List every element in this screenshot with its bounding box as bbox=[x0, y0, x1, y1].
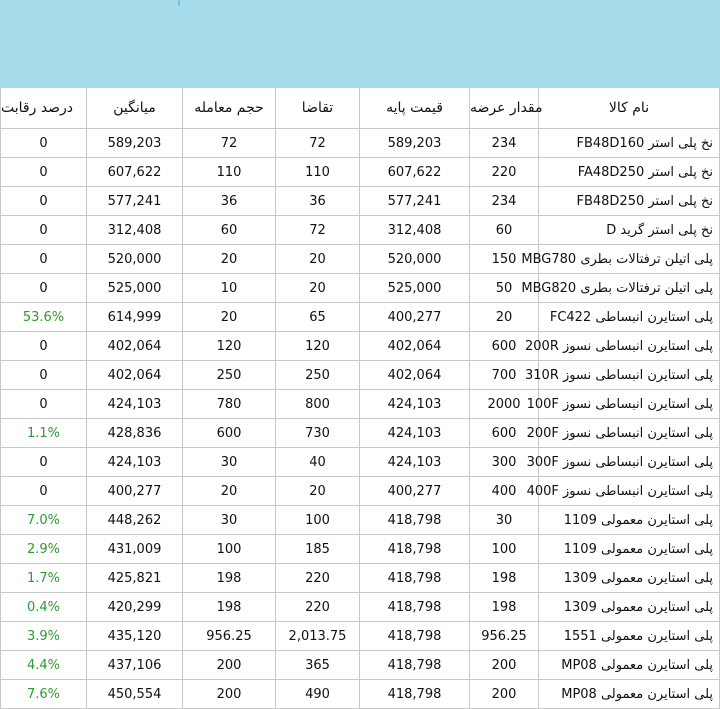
cell-supply-amount: 600 bbox=[470, 332, 539, 361]
cell-average: 450,554 bbox=[87, 680, 183, 709]
cell-supply-amount: 100 bbox=[470, 535, 539, 564]
cell-demand: 72 bbox=[276, 129, 360, 158]
cell-trade-volume: 956.25 bbox=[183, 622, 276, 651]
table-row[interactable] bbox=[1, 129, 720, 158]
cell-trade-volume: 10 bbox=[183, 274, 276, 303]
cell-demand: 2,013.75 bbox=[276, 622, 360, 651]
cell-competition-percent: 7.0% bbox=[1, 506, 87, 535]
cell-base-price: 607,622 bbox=[360, 158, 470, 187]
cell-base-price: 418,798 bbox=[360, 593, 470, 622]
header-trade-volume[interactable]: حجم معامله bbox=[183, 88, 276, 129]
cell-average: 402,064 bbox=[87, 332, 183, 361]
cell-supply-amount: 234 bbox=[470, 187, 539, 216]
cell-base-price: 402,064 bbox=[360, 332, 470, 361]
table-row[interactable] bbox=[1, 187, 720, 216]
cell-competition-percent: 7.6% bbox=[1, 680, 87, 709]
cell-product-name: پلی استایرن معمولی 1551 bbox=[539, 622, 720, 651]
cell-demand: 20 bbox=[276, 274, 360, 303]
cell-supply-amount: 400 bbox=[470, 477, 539, 506]
table-row[interactable] bbox=[1, 216, 720, 245]
table-row[interactable] bbox=[1, 419, 720, 448]
cell-trade-volume: 200 bbox=[183, 651, 276, 680]
cell-supply-amount: 50 bbox=[470, 274, 539, 303]
cell-trade-volume: 36 bbox=[183, 187, 276, 216]
cell-competition-percent: 0 bbox=[1, 129, 87, 158]
cell-demand: 120 bbox=[276, 332, 360, 361]
cell-trade-volume: 30 bbox=[183, 506, 276, 535]
cell-supply-amount: 60 bbox=[470, 216, 539, 245]
cell-average: 577,241 bbox=[87, 187, 183, 216]
cell-trade-volume: 20 bbox=[183, 477, 276, 506]
table-row[interactable] bbox=[1, 361, 720, 390]
cell-average: 424,103 bbox=[87, 448, 183, 477]
cell-supply-amount: 2000 bbox=[470, 390, 539, 419]
cell-demand: 220 bbox=[276, 593, 360, 622]
cell-competition-percent: 1.7% bbox=[1, 564, 87, 593]
cell-supply-amount: 220 bbox=[470, 158, 539, 187]
cell-trade-volume: 198 bbox=[183, 564, 276, 593]
table-header-row bbox=[1, 88, 720, 129]
cell-supply-amount: 198 bbox=[470, 593, 539, 622]
cell-product-name: پلی استایرن معمولی 1309 bbox=[539, 564, 720, 593]
cell-competition-percent: 0 bbox=[1, 216, 87, 245]
cell-competition-percent: 53.6% bbox=[1, 303, 87, 332]
cell-demand: 490 bbox=[276, 680, 360, 709]
cell-base-price: 520,000 bbox=[360, 245, 470, 274]
cell-trade-volume: 20 bbox=[183, 303, 276, 332]
cell-average: 400,277 bbox=[87, 477, 183, 506]
cell-demand: 20 bbox=[276, 245, 360, 274]
cell-average: 607,622 bbox=[87, 158, 183, 187]
cell-demand: 65 bbox=[276, 303, 360, 332]
cell-supply-amount: 234 bbox=[470, 129, 539, 158]
cell-trade-volume: 110 bbox=[183, 158, 276, 187]
cell-base-price: 424,103 bbox=[360, 448, 470, 477]
cell-competition-percent: 4.4% bbox=[1, 651, 87, 680]
cell-product-name: پلی استایرن انبساطی نسوز 400F bbox=[539, 477, 720, 506]
cell-product-name: پلی استایرن معمولی 1109 bbox=[539, 535, 720, 564]
cell-trade-volume: 60 bbox=[183, 216, 276, 245]
cell-competition-percent: 0 bbox=[1, 158, 87, 187]
table-row[interactable] bbox=[1, 448, 720, 477]
cell-demand: 72 bbox=[276, 216, 360, 245]
header-average[interactable]: میانگین bbox=[87, 88, 183, 129]
cell-product-name: پلی استایرن انبساطی نسوز 200R bbox=[539, 332, 720, 361]
cell-average: 420,299 bbox=[87, 593, 183, 622]
cell-competition-percent: 0 bbox=[1, 361, 87, 390]
cell-trade-volume: 600 bbox=[183, 419, 276, 448]
cell-base-price: 400,277 bbox=[360, 303, 470, 332]
cell-product-name: پلی اتیلن ترفتالات بطری MBG780 bbox=[539, 245, 720, 274]
cell-trade-volume: 100 bbox=[183, 535, 276, 564]
cell-average: 525,000 bbox=[87, 274, 183, 303]
cell-product-name: پلی استایرن انبساطی نسوز 100F bbox=[539, 390, 720, 419]
table-row[interactable] bbox=[1, 622, 720, 651]
cell-supply-amount: 20 bbox=[470, 303, 539, 332]
cell-trade-volume: 72 bbox=[183, 129, 276, 158]
cell-competition-percent: 0 bbox=[1, 477, 87, 506]
cell-competition-percent: 0 bbox=[1, 187, 87, 216]
table-row[interactable] bbox=[1, 303, 720, 332]
cell-trade-volume: 198 bbox=[183, 593, 276, 622]
cell-base-price: 400,277 bbox=[360, 477, 470, 506]
table-body bbox=[1, 129, 720, 709]
cell-demand: 20 bbox=[276, 477, 360, 506]
cell-supply-amount: 956.25 bbox=[470, 622, 539, 651]
cell-average: 448,262 bbox=[87, 506, 183, 535]
cell-average: 428,836 bbox=[87, 419, 183, 448]
table-row[interactable] bbox=[1, 593, 720, 622]
cell-competition-percent: 0 bbox=[1, 390, 87, 419]
table-row[interactable] bbox=[1, 274, 720, 303]
cell-trade-volume: 200 bbox=[183, 680, 276, 709]
table-row[interactable] bbox=[1, 158, 720, 187]
cell-demand: 110 bbox=[276, 158, 360, 187]
table-row[interactable] bbox=[1, 651, 720, 680]
cell-base-price: 418,798 bbox=[360, 506, 470, 535]
cell-demand: 730 bbox=[276, 419, 360, 448]
cell-average: 435,120 bbox=[87, 622, 183, 651]
table-row[interactable] bbox=[1, 535, 720, 564]
cell-trade-volume: 20 bbox=[183, 245, 276, 274]
cell-average: 520,000 bbox=[87, 245, 183, 274]
cell-base-price: 418,798 bbox=[360, 535, 470, 564]
cell-supply-amount: 150 bbox=[470, 245, 539, 274]
cell-average: 614,999 bbox=[87, 303, 183, 332]
table-row[interactable] bbox=[1, 564, 720, 593]
cell-demand: 40 bbox=[276, 448, 360, 477]
cell-base-price: 418,798 bbox=[360, 651, 470, 680]
cell-product-name: نخ پلی استر FA48D250 bbox=[539, 158, 720, 187]
cell-product-name: پلی استایرن انبساطی FC422 bbox=[539, 303, 720, 332]
cell-base-price: 312,408 bbox=[360, 216, 470, 245]
cell-product-name: نخ پلی استر FB48D250 bbox=[539, 187, 720, 216]
cell-product-name: پلی استایرن معمولی 1309 bbox=[539, 593, 720, 622]
cell-base-price: 424,103 bbox=[360, 390, 470, 419]
cell-average: 424,103 bbox=[87, 390, 183, 419]
table-row[interactable] bbox=[1, 477, 720, 506]
cell-demand: 100 bbox=[276, 506, 360, 535]
cell-demand: 185 bbox=[276, 535, 360, 564]
header-supply-amount[interactable]: مقدار عرضه bbox=[470, 88, 539, 129]
cell-demand: 250 bbox=[276, 361, 360, 390]
cell-competition-percent: 0 bbox=[1, 332, 87, 361]
cell-product-name: پلی استایرن انبساطی نسوز 300F bbox=[539, 448, 720, 477]
table-row[interactable] bbox=[1, 245, 720, 274]
cell-product-name: پلی استایرن انبساطی نسوز 310R bbox=[539, 361, 720, 390]
cell-base-price: 589,203 bbox=[360, 129, 470, 158]
header-demand[interactable]: تقاضا bbox=[276, 88, 360, 129]
cell-average: 431,009 bbox=[87, 535, 183, 564]
cell-base-price: 402,064 bbox=[360, 361, 470, 390]
cell-base-price: 424,103 bbox=[360, 419, 470, 448]
cell-supply-amount: 198 bbox=[470, 564, 539, 593]
cell-base-price: 418,798 bbox=[360, 680, 470, 709]
table-row[interactable] bbox=[1, 506, 720, 535]
cell-trade-volume: 250 bbox=[183, 361, 276, 390]
cell-product-name: پلی استایرن انبساطی نسوز 200F bbox=[539, 419, 720, 448]
cell-average: 402,064 bbox=[87, 361, 183, 390]
banner-divider bbox=[178, 0, 180, 6]
header-competition-percent[interactable]: درصد رقابت bbox=[1, 88, 87, 129]
header-banner bbox=[0, 0, 720, 87]
cell-trade-volume: 120 bbox=[183, 332, 276, 361]
cell-demand: 36 bbox=[276, 187, 360, 216]
cell-product-name: نخ پلی استر FB48D160 bbox=[539, 129, 720, 158]
header-base-price[interactable]: قیمت پایه bbox=[360, 88, 470, 129]
cell-supply-amount: 300 bbox=[470, 448, 539, 477]
cell-supply-amount: 600 bbox=[470, 419, 539, 448]
cell-competition-percent: 1.1% bbox=[1, 419, 87, 448]
cell-competition-percent: 0 bbox=[1, 274, 87, 303]
cell-average: 589,203 bbox=[87, 129, 183, 158]
cell-demand: 220 bbox=[276, 564, 360, 593]
cell-product-name: پلی استایرن معمولی 1109 bbox=[539, 506, 720, 535]
cell-demand: 800 bbox=[276, 390, 360, 419]
table-row[interactable] bbox=[1, 680, 720, 709]
cell-competition-percent: 0 bbox=[1, 448, 87, 477]
commodity-table bbox=[0, 87, 720, 709]
cell-competition-percent: 0.4% bbox=[1, 593, 87, 622]
cell-supply-amount: 200 bbox=[470, 651, 539, 680]
cell-product-name: پلی اتیلن ترفتالات بطری MBG820 bbox=[539, 274, 720, 303]
cell-average: 437,106 bbox=[87, 651, 183, 680]
cell-product-name: پلی استایرن معمولی MP08 bbox=[539, 680, 720, 709]
cell-product-name: پلی استایرن معمولی MP08 bbox=[539, 651, 720, 680]
cell-competition-percent: 0 bbox=[1, 245, 87, 274]
cell-base-price: 525,000 bbox=[360, 274, 470, 303]
cell-supply-amount: 30 bbox=[470, 506, 539, 535]
cell-competition-percent: 2.9% bbox=[1, 535, 87, 564]
cell-base-price: 418,798 bbox=[360, 622, 470, 651]
cell-base-price: 418,798 bbox=[360, 564, 470, 593]
cell-trade-volume: 30 bbox=[183, 448, 276, 477]
cell-supply-amount: 200 bbox=[470, 680, 539, 709]
cell-demand: 365 bbox=[276, 651, 360, 680]
cell-competition-percent: 3.9% bbox=[1, 622, 87, 651]
header-product-name[interactable]: نام کالا bbox=[539, 88, 720, 129]
cell-average: 425,821 bbox=[87, 564, 183, 593]
table-row[interactable] bbox=[1, 390, 720, 419]
cell-trade-volume: 780 bbox=[183, 390, 276, 419]
cell-supply-amount: 700 bbox=[470, 361, 539, 390]
table-row[interactable] bbox=[1, 332, 720, 361]
cell-product-name: نخ پلی استر گرید D bbox=[539, 216, 720, 245]
cell-average: 312,408 bbox=[87, 216, 183, 245]
cell-base-price: 577,241 bbox=[360, 187, 470, 216]
